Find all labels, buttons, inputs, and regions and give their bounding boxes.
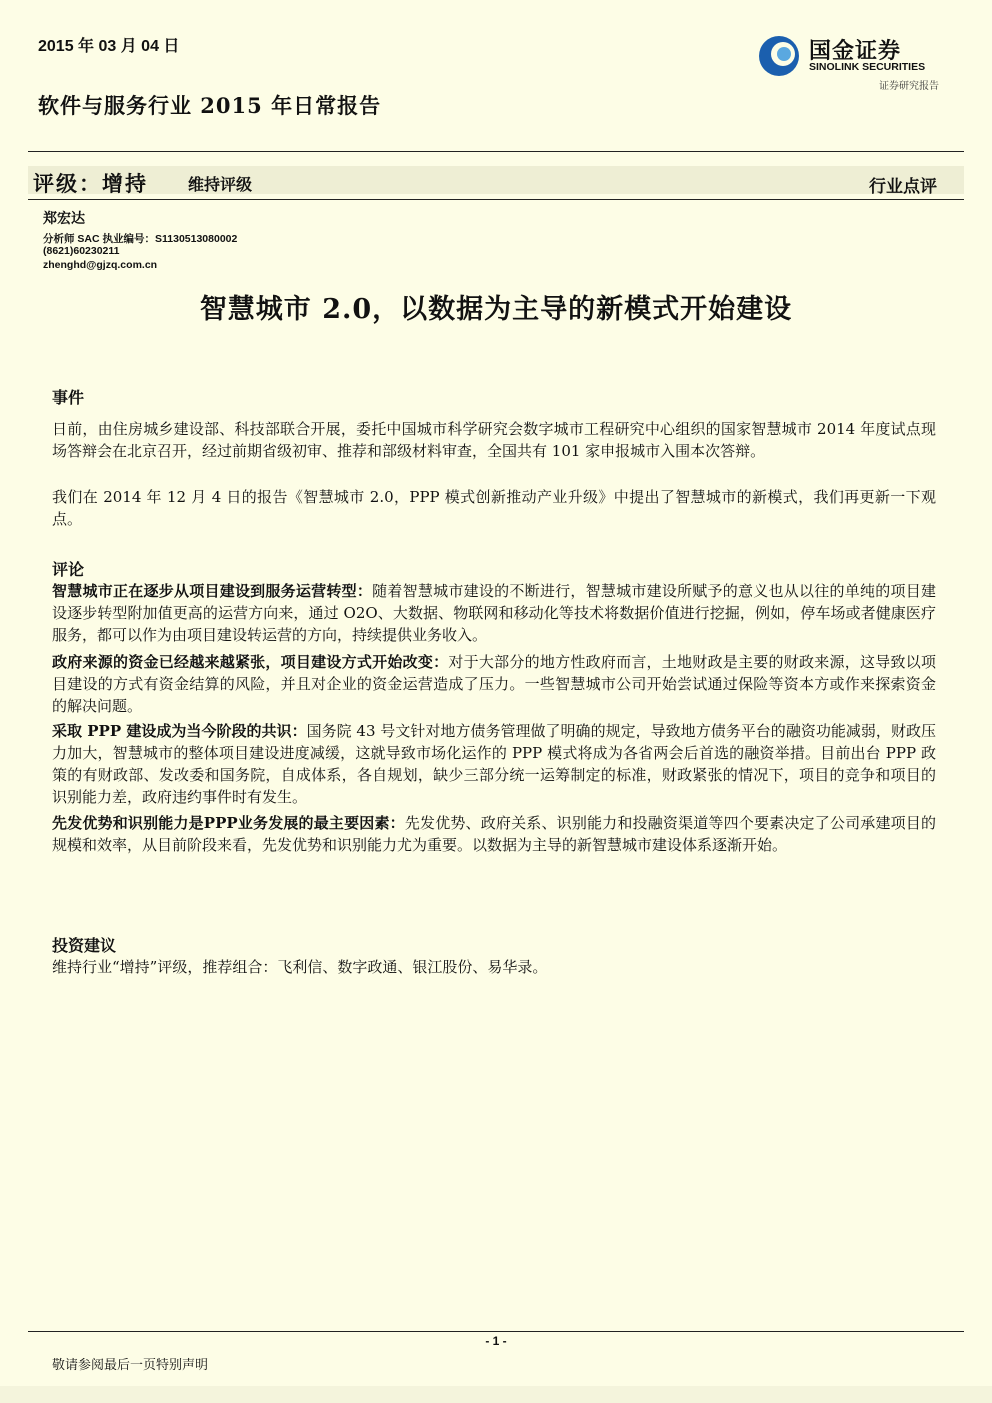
page-number: - 1 - [485, 1334, 507, 1348]
analyst-email: zhenghd@gjzq.com.cn [43, 259, 158, 271]
comment-lead: 智慧城市正在逐步从项目建设到服务运营转型： [52, 582, 373, 600]
comment-lead: 政府来源的资金已经越来越紧张，项目建设方式开始改变： [52, 653, 449, 671]
rating-label: 评级：增持 [33, 171, 148, 196]
comment-paragraph [52, 720, 936, 808]
comment-lead: 采取 PPP 建设成为当今阶段的共识： [52, 722, 307, 740]
comment-lead: 先发优势和识别能力是PPP业务发展的最主要因素： [52, 814, 405, 832]
comment-text: 随着智慧城市建设的不断进行，智慧城市建设所赋予的意义也从以往的单纯的项目建设逐步转型附加值更高的运营方向来，通过 O2O、大数据、物联网和移动化等技术将数据价值进行挖掘，例如，停车场或者健康医疗服务，都可以作为由项目建设转运营的方向，持续提供业务收入。 [52, 582, 936, 644]
logo-subtitle: 证券研究报告 [879, 81, 939, 92]
comment-text: 先发优势、政府关系、识别能力和投融资渠道等四个要素决定了公司承建项目的规模和效率，从目前阶段来看，先发优势和识别能力尤为重要。以数据为主导的新智慧城市建设体系逐渐开始。 [52, 814, 936, 854]
analyst-name: 郑宏达 [43, 211, 85, 227]
logo-text-cn: 国金证券 [809, 39, 902, 64]
footer-divider [28, 1331, 964, 1332]
comment-text: 对于大部分的地方性政府而言，土地财政是主要的财政来源，这导致以项目建设的方式有资金结算的风险，并且对企业的资金运营造成了压力。一些智慧城市公司开始尝试通过保险等资本方或作来探索资金的解决问题。 [52, 653, 936, 715]
divider [28, 199, 964, 200]
section-heading-comment: 评论 [52, 560, 85, 579]
section-heading-invest: 投资建议 [52, 936, 117, 955]
comment-paragraph [52, 812, 936, 856]
rating-band [28, 166, 964, 194]
divider [28, 151, 964, 152]
comment-paragraph [52, 580, 936, 646]
report-series-title: 软件与服务行业 2015 年日常报告 [38, 93, 382, 118]
rating-maintain: 维持评级 [188, 175, 253, 194]
report-category: 行业点评 [869, 177, 937, 197]
analyst-phone: (8621)60230211 [43, 245, 120, 257]
section-heading-event: 事件 [52, 388, 85, 407]
sinolink-logo-icon [757, 34, 801, 78]
comment-paragraph [52, 651, 936, 717]
analyst-sac: 分析师 SAC 执业编号：S1130513080002 [43, 233, 238, 245]
event-paragraph: 我们在 2014 年 12 月 4 日的报告《智慧城市 2.0，PPP 模式创新推动产业升级》中提出了智慧城市的新模式，我们再更新一下观点。 [52, 488, 936, 528]
company-logo [757, 32, 947, 92]
footer-band [0, 1386, 992, 1403]
report-date: 2015 年 03 月 04 日 [38, 38, 180, 55]
invest-paragraph: 维持行业“增持”评级，推荐组合：飞利信、数字政通、银江股份、易华录。 [52, 958, 548, 976]
event-paragraph: 日前，由住房城乡建设部、科技部联合开展，委托中国城市科学研究会数字城市工程研究中心组织的国家智慧城市 2014 年度试点现场答辩会在北京召开，经过前期省级初审、推荐和部级材料审查，全国共有 101 家申报城市入围本次答辩。 [52, 420, 936, 460]
logo-text-en: SINOLINK SECURITIES [809, 61, 926, 73]
headline: 智慧城市 2.0，以数据为主导的新模式开始建设 [199, 294, 793, 325]
disclaimer-note: 敬请参阅最后一页特别声明 [52, 1358, 209, 1373]
comment-text: 国务院 43 号文针对地方债务管理做了明确的规定，导致地方债务平台的融资功能减弱，财政压力加大，智慧城市的整体项目建设进度减缓，这就导致市场化运作的 PPP 模式将成为各省两会后首选的融资举措。目前出台 PPP 政策的有财政部、发改委和国务院，自成体系，各自规划，缺少三部分统一运筹制定的标准，财政紧张的情况下，项目的竞争和项目的识别能力差，政府违约事件时有发生。 [52, 722, 936, 806]
